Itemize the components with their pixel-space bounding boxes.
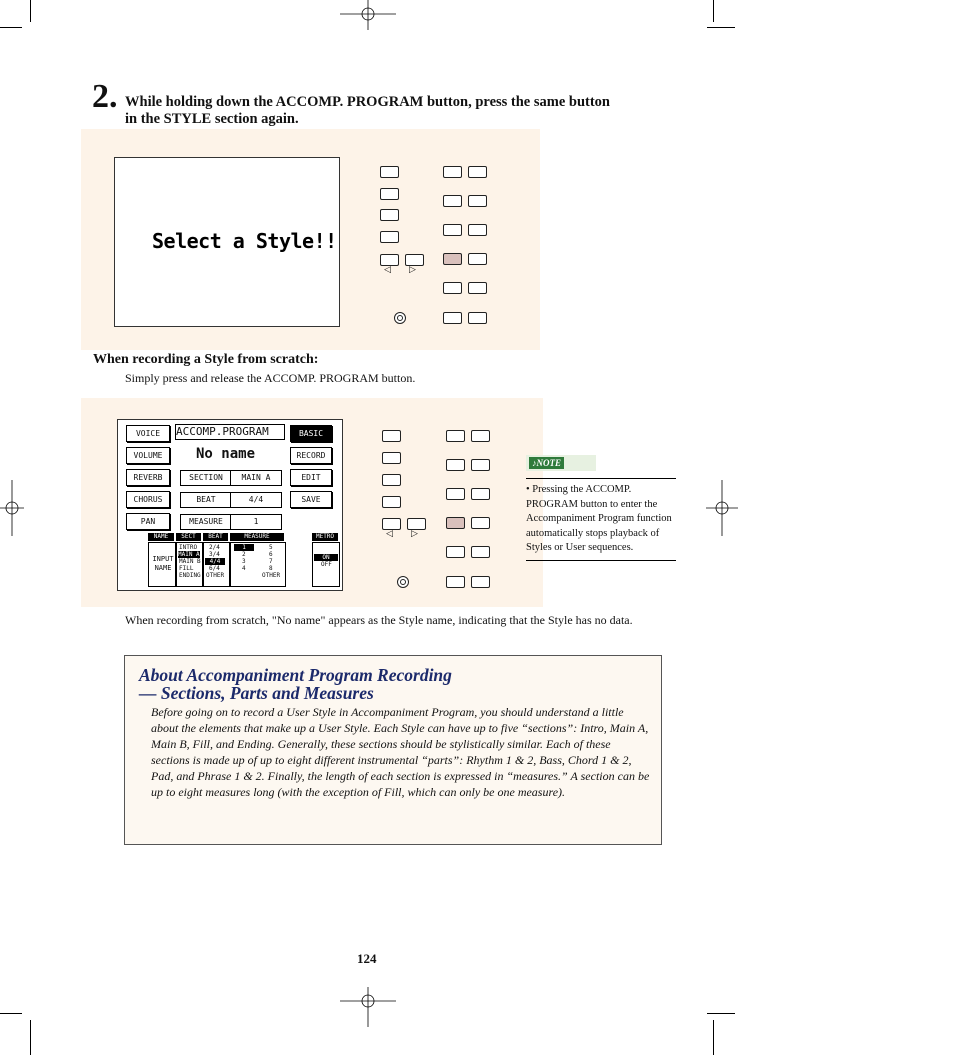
style-button[interactable] [443, 224, 462, 236]
voice-button[interactable]: VOICE [126, 425, 170, 442]
beat-list-item-selected: 4/4 [205, 558, 225, 565]
style-button[interactable] [468, 224, 487, 236]
beat-list-item: 2/4 [209, 544, 220, 551]
sect-column[interactable] [176, 542, 203, 587]
metro-off: OFF [321, 561, 332, 568]
measure-list-item: 6 [269, 551, 273, 558]
beat-list-item: 6/4 [209, 565, 220, 572]
sect-list-item: ENDING [179, 572, 201, 579]
sect-list-item: FILL [179, 565, 194, 572]
step-number: 2. [92, 78, 118, 115]
display-button[interactable] [382, 474, 401, 486]
style-button[interactable] [446, 459, 465, 471]
style-button[interactable] [443, 195, 462, 207]
sect-list-item: INTRO [179, 544, 198, 551]
display-button[interactable] [382, 430, 401, 442]
style-button[interactable] [471, 459, 490, 471]
style-button[interactable] [468, 282, 487, 294]
chorus-button[interactable]: CHORUS [126, 491, 170, 508]
style-button[interactable] [446, 488, 465, 500]
pan-button[interactable]: PAN [126, 513, 170, 530]
sect-list-item: MAIN B [179, 558, 201, 565]
style-button[interactable] [446, 430, 465, 442]
registration-mark-top [340, 0, 396, 30]
beat-label: BEAT [180, 492, 232, 508]
measure-list-item: 4 [242, 565, 246, 572]
tab-name[interactable]: NAME [148, 533, 174, 541]
note-text: • Pressing the ACCOMP. PROGRAM button to enter the Accompaniment Program function automatically stops playback of Styles or User sequences. [526, 478, 676, 561]
beat-column[interactable] [203, 542, 230, 587]
style-button[interactable] [471, 430, 490, 442]
display-button[interactable] [380, 209, 399, 221]
style-name: No name [196, 446, 256, 462]
measure-list-item: 3 [242, 558, 246, 565]
page-number: 124 [357, 951, 377, 966]
data-dial[interactable] [397, 576, 409, 588]
style-button[interactable] [471, 517, 490, 529]
style-button[interactable] [446, 546, 465, 558]
measure-list-item: OTHER [262, 572, 281, 579]
data-dial[interactable] [394, 312, 406, 324]
tab-beat[interactable]: BEAT [203, 533, 228, 541]
no-name-explanation: When recording from scratch, "No name" appears as the Style name, indicating that the Style has no data. [125, 613, 633, 627]
about-title-line-2: — Sections, Parts and Measures [139, 683, 374, 703]
style-button[interactable] [468, 195, 487, 207]
measure-list-item: 2 [242, 551, 246, 558]
registration-mark-left [0, 480, 24, 536]
measure-list-item: 7 [269, 558, 273, 565]
style-button[interactable] [471, 488, 490, 500]
left-arrow-icon: ◁ [386, 529, 393, 539]
step-instruction: While holding down the ACCOMP. PROGRAM button, press the same button in the STYLE section again. [125, 94, 610, 127]
metro-on: ON [314, 554, 338, 561]
about-title [139, 666, 452, 702]
style-button[interactable] [443, 282, 462, 294]
note-badge-text: NOTE [536, 458, 561, 468]
metro-column[interactable] [312, 542, 340, 587]
display-button[interactable] [382, 452, 401, 464]
accomp-program-button-lit[interactable] [443, 253, 462, 265]
name-column[interactable] [148, 542, 176, 587]
record-button[interactable]: RECORD [290, 447, 332, 464]
section-instruction: Simply press and release the ACCOMP. PROGRAM button. [125, 371, 416, 385]
tab-metro[interactable]: METRO [312, 533, 338, 541]
tab-sect[interactable]: SECT [176, 533, 201, 541]
style-button[interactable] [443, 166, 462, 178]
note-badge [526, 455, 596, 471]
display-button[interactable] [380, 231, 399, 243]
measure-label: MEASURE [180, 514, 232, 530]
select-style-message: Select a Style!! [152, 229, 337, 253]
accomp-program-title: ACCOMP.PROGRAM [175, 424, 285, 440]
save-button[interactable]: SAVE [290, 491, 332, 508]
registration-mark-right [706, 480, 738, 536]
input-name-label: INPUT NAME [152, 555, 174, 572]
volume-button[interactable]: VOLUME [126, 447, 170, 464]
beat-value[interactable]: 4/4 [230, 492, 282, 508]
edit-button[interactable]: EDIT [290, 469, 332, 486]
section-value[interactable]: MAIN A [230, 470, 282, 486]
about-title-line-1: About Accompaniment Program Recording [139, 665, 452, 685]
right-arrow-icon: ▷ [411, 529, 418, 539]
registration-mark-bottom [340, 987, 396, 1027]
measure-list-item: 8 [269, 565, 273, 572]
measure-list-item: 5 [269, 544, 273, 551]
reverb-button[interactable]: REVERB [126, 469, 170, 486]
display-button[interactable] [380, 188, 399, 200]
style-button[interactable] [443, 312, 462, 324]
accomp-program-button-lit[interactable] [446, 517, 465, 529]
style-button[interactable] [468, 253, 487, 265]
sect-list-item-selected: MAIN A [178, 551, 200, 558]
style-button[interactable] [471, 546, 490, 558]
beat-list-item: OTHER [206, 572, 225, 579]
section-heading: When recording a Style from scratch: [93, 352, 319, 367]
about-box [124, 655, 662, 845]
note-label: ♪NOTE [529, 457, 564, 469]
display-button[interactable] [380, 166, 399, 178]
display-button[interactable] [382, 496, 401, 508]
basic-button[interactable]: BASIC [290, 425, 332, 442]
style-button[interactable] [471, 576, 490, 588]
style-button[interactable] [446, 576, 465, 588]
beat-list-item: 3/4 [209, 551, 220, 558]
style-button[interactable] [468, 166, 487, 178]
tab-measure[interactable]: MEASURE [230, 533, 284, 541]
left-arrow-icon: ◁ [384, 265, 391, 275]
measure-value[interactable]: 1 [230, 514, 282, 530]
measure-column[interactable] [230, 542, 286, 587]
right-arrow-icon: ▷ [409, 265, 416, 275]
style-button[interactable] [468, 312, 487, 324]
measure-list-item-selected: 1 [234, 544, 254, 551]
about-body: Before going on to record a User Style in Accompaniment Program, you should understand a little about the elements that make up a User Style. Each Style can have up to five “sections”: Intro, Main A, Main B, Fill, and Ending. Generally, these sections should be stylistically similar. Each of these sections is made up of up to eight different instrumental “parts”: Rhythm 1 & 2, Bass, Chord 1 & 2, Pad, and Phrase 1 & 2. Finally, the length of each section is expressed in “measures.” A section can be up to eight measures long (with the exception of Fill, which can only be one measure). [151, 705, 650, 799]
section-label: SECTION [180, 470, 232, 486]
